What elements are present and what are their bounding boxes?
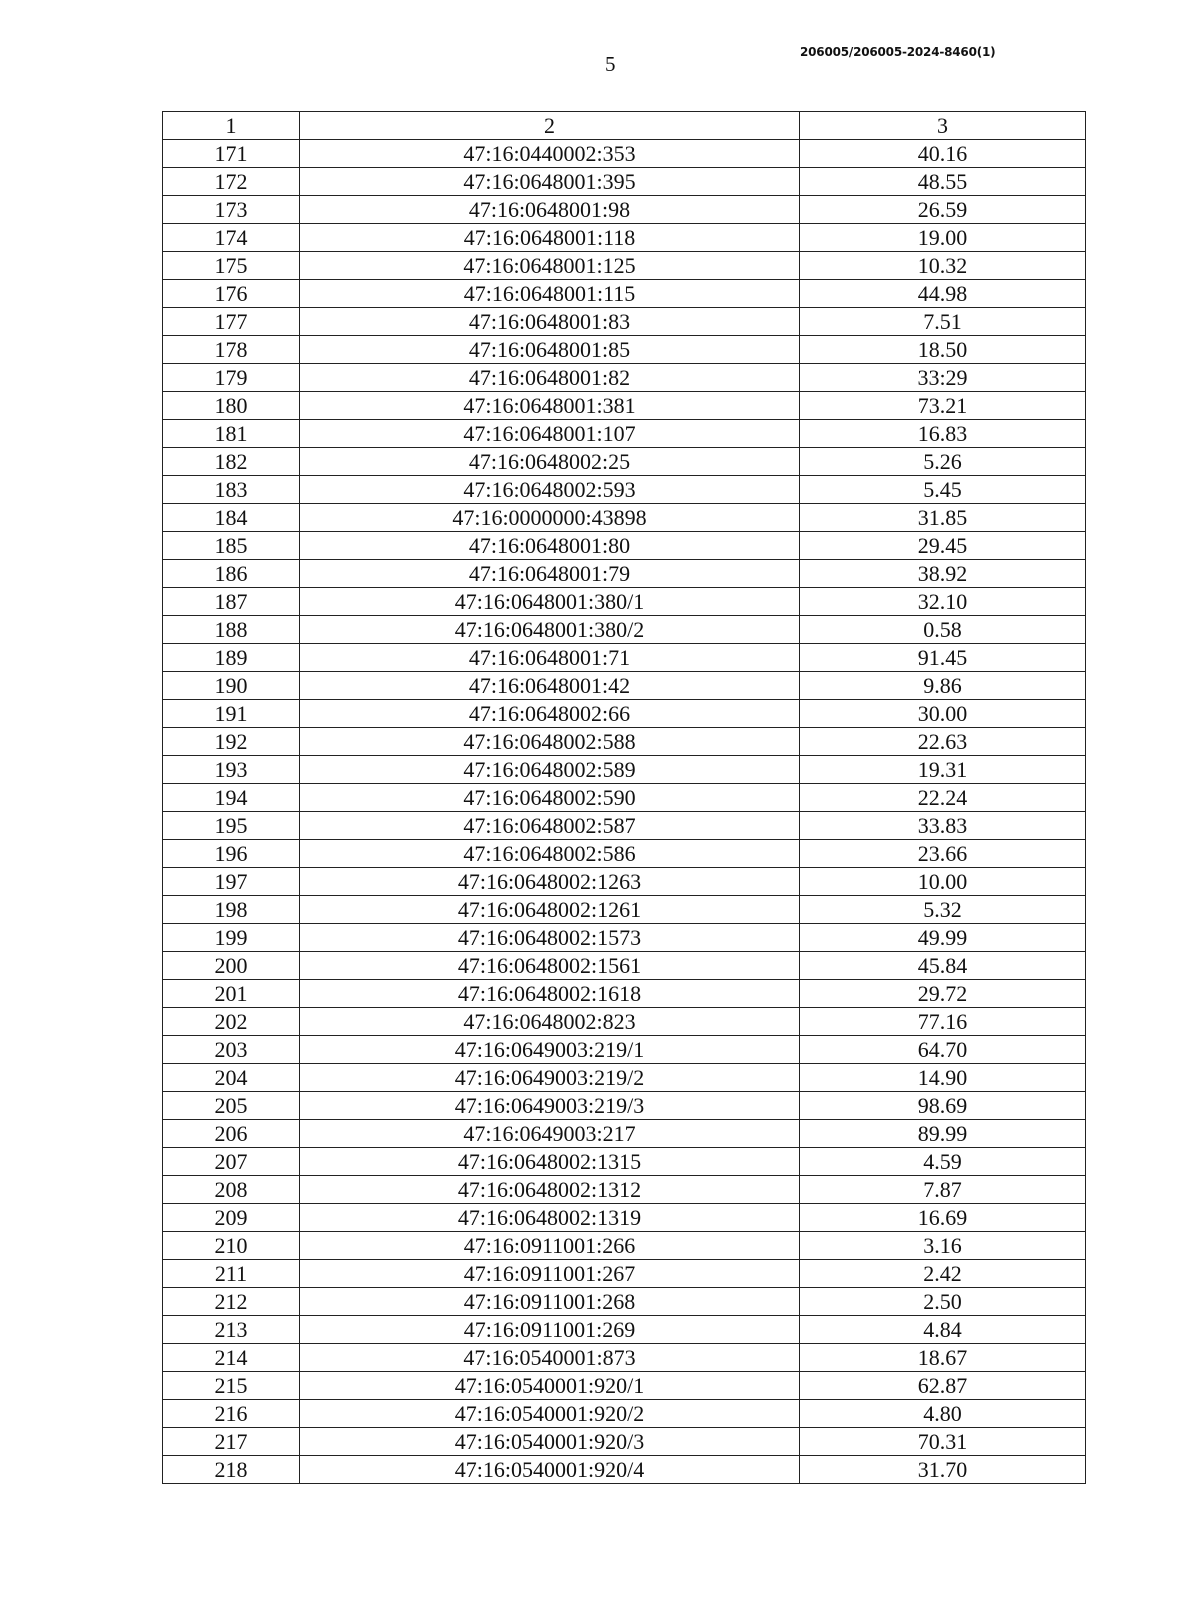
row-number-cell: 192: [163, 728, 300, 756]
row-number-cell: 199: [163, 924, 300, 952]
row-number-cell: 172: [163, 168, 300, 196]
value-cell: 5.32: [800, 896, 1086, 924]
table-row: [163, 1232, 1086, 1260]
table-row: [163, 448, 1086, 476]
row-number-cell: 193: [163, 756, 300, 784]
table-row: [163, 616, 1086, 644]
row-number-cell: 187: [163, 588, 300, 616]
value-cell: 70.31: [800, 1428, 1086, 1456]
value-cell: 7.51: [800, 308, 1086, 336]
cadastral-number-cell: 47:16:0540001:873: [300, 1344, 800, 1372]
table-row: [163, 392, 1086, 420]
row-number-cell: 183: [163, 476, 300, 504]
row-number-cell: 214: [163, 1344, 300, 1372]
row-number-cell: 218: [163, 1456, 300, 1484]
table-row: [163, 1176, 1086, 1204]
cadastral-number-cell: 47:16:0648002:593: [300, 476, 800, 504]
row-number-cell: 206: [163, 1120, 300, 1148]
row-number-cell: 208: [163, 1176, 300, 1204]
cadastral-number-cell: 47:16:0649003:219/2: [300, 1064, 800, 1092]
value-cell: 22.24: [800, 784, 1086, 812]
cadastral-number-cell: 47:16:0648002:586: [300, 840, 800, 868]
row-number-cell: 190: [163, 672, 300, 700]
table-row: [163, 1036, 1086, 1064]
table-row: [163, 1064, 1086, 1092]
value-cell: 32.10: [800, 588, 1086, 616]
row-number-cell: 184: [163, 504, 300, 532]
table-row: [163, 224, 1086, 252]
table-row: [163, 196, 1086, 224]
table-row: [163, 560, 1086, 588]
value-cell: 91.45: [800, 644, 1086, 672]
row-number-cell: 215: [163, 1372, 300, 1400]
table-row: [163, 504, 1086, 532]
value-cell: 29.45: [800, 532, 1086, 560]
table-row: [163, 1316, 1086, 1344]
cadastral-number-cell: 47:16:0648001:85: [300, 336, 800, 364]
value-cell: 31.85: [800, 504, 1086, 532]
table-row: [163, 140, 1086, 168]
table-row: [163, 812, 1086, 840]
cadastral-number-cell: 47:16:0648001:82: [300, 364, 800, 392]
table-row: [163, 308, 1086, 336]
table-row: [163, 924, 1086, 952]
table-row: [163, 1204, 1086, 1232]
table-row: [163, 1428, 1086, 1456]
row-number-cell: 196: [163, 840, 300, 868]
row-number-cell: 194: [163, 784, 300, 812]
cadastral-number-cell: 47:16:0648001:395: [300, 168, 800, 196]
cadastral-number-cell: 47:16:0648002:823: [300, 1008, 800, 1036]
table-row: [163, 364, 1086, 392]
cadastral-number-cell: 47:16:0648001:118: [300, 224, 800, 252]
row-number-cell: 181: [163, 420, 300, 448]
cadastral-number-cell: 47:16:0911001:266: [300, 1232, 800, 1260]
row-number-cell: 216: [163, 1400, 300, 1428]
cadastral-number-cell: 47:16:0648002:588: [300, 728, 800, 756]
row-number-cell: 180: [163, 392, 300, 420]
row-number-cell: 197: [163, 868, 300, 896]
cadastral-number-cell: 47:16:0648001:42: [300, 672, 800, 700]
table-row: [163, 980, 1086, 1008]
table-row: [163, 252, 1086, 280]
value-cell: 19.00: [800, 224, 1086, 252]
row-number-cell: 173: [163, 196, 300, 224]
value-cell: 14.90: [800, 1064, 1086, 1092]
cadastral-number-cell: 47:16:0648001:80: [300, 532, 800, 560]
value-cell: 40.16: [800, 140, 1086, 168]
table-row: [163, 784, 1086, 812]
table-row: [163, 1400, 1086, 1428]
cadastral-number-cell: 47:16:0648002:587: [300, 812, 800, 840]
table-header-row: [163, 112, 1086, 140]
row-number-cell: 202: [163, 1008, 300, 1036]
value-cell: 16.83: [800, 420, 1086, 448]
table-row: [163, 532, 1086, 560]
cadastral-number-cell: 47:16:0440002:353: [300, 140, 800, 168]
cadastral-number-cell: 47:16:0649003:219/1: [300, 1036, 800, 1064]
row-number-cell: 205: [163, 1092, 300, 1120]
row-number-cell: 175: [163, 252, 300, 280]
cadastral-number-cell: 47:16:0648002:66: [300, 700, 800, 728]
value-cell: 9.86: [800, 672, 1086, 700]
value-cell: 29.72: [800, 980, 1086, 1008]
table-row: [163, 168, 1086, 196]
value-cell: 3.16: [800, 1232, 1086, 1260]
cadastral-number-cell: 47:16:0911001:268: [300, 1288, 800, 1316]
value-cell: 19.31: [800, 756, 1086, 784]
column-header: 1: [163, 112, 300, 140]
cadastral-number-cell: 47:16:0648002:25: [300, 448, 800, 476]
document-reference: 206005/206005-2024-8460(1): [800, 45, 996, 59]
cadastral-number-cell: 47:16:0649003:217: [300, 1120, 800, 1148]
value-cell: 7.87: [800, 1176, 1086, 1204]
row-number-cell: 195: [163, 812, 300, 840]
cadastral-number-cell: 47:16:0648001:79: [300, 560, 800, 588]
row-number-cell: 212: [163, 1288, 300, 1316]
value-cell: 22.63: [800, 728, 1086, 756]
row-number-cell: 191: [163, 700, 300, 728]
value-cell: 31.70: [800, 1456, 1086, 1484]
cadastral-number-cell: 47:16:0648002:1315: [300, 1148, 800, 1176]
table-row: [163, 1260, 1086, 1288]
row-number-cell: 177: [163, 308, 300, 336]
value-cell: 38.92: [800, 560, 1086, 588]
value-cell: 64.70: [800, 1036, 1086, 1064]
row-number-cell: 210: [163, 1232, 300, 1260]
row-number-cell: 217: [163, 1428, 300, 1456]
value-cell: 4.80: [800, 1400, 1086, 1428]
row-number-cell: 213: [163, 1316, 300, 1344]
table-body: [163, 140, 1086, 1484]
value-cell: 62.87: [800, 1372, 1086, 1400]
cadastral-number-cell: 47:16:0540001:920/2: [300, 1400, 800, 1428]
cadastral-number-cell: 47:16:0648002:1573: [300, 924, 800, 952]
table-row: [163, 700, 1086, 728]
value-cell: 23.66: [800, 840, 1086, 868]
row-number-cell: 207: [163, 1148, 300, 1176]
value-cell: 2.50: [800, 1288, 1086, 1316]
row-number-cell: 188: [163, 616, 300, 644]
row-number-cell: 171: [163, 140, 300, 168]
table-row: [163, 756, 1086, 784]
value-cell: 98.69: [800, 1092, 1086, 1120]
value-cell: 10.32: [800, 252, 1086, 280]
value-cell: 89.99: [800, 1120, 1086, 1148]
cadastral-number-cell: 47:16:0540001:920/1: [300, 1372, 800, 1400]
cadastral-number-cell: 47:16:0648001:380/1: [300, 588, 800, 616]
cadastral-number-cell: 47:16:0648002:1263: [300, 868, 800, 896]
cadastral-number-cell: 47:16:0648002:1561: [300, 952, 800, 980]
value-cell: 44.98: [800, 280, 1086, 308]
value-cell: 26.59: [800, 196, 1086, 224]
cadastral-number-cell: 47:16:0648001:381: [300, 392, 800, 420]
table-row: [163, 1288, 1086, 1316]
row-number-cell: 209: [163, 1204, 300, 1232]
table-row: [163, 840, 1086, 868]
value-cell: 5.26: [800, 448, 1086, 476]
table-row: [163, 476, 1086, 504]
row-number-cell: 186: [163, 560, 300, 588]
value-cell: 77.16: [800, 1008, 1086, 1036]
table-row: [163, 280, 1086, 308]
table-row: [163, 644, 1086, 672]
cadastral-number-cell: 47:16:0540001:920/4: [300, 1456, 800, 1484]
value-cell: 48.55: [800, 168, 1086, 196]
table-row: [163, 1456, 1086, 1484]
column-header: 3: [800, 112, 1086, 140]
value-cell: 4.84: [800, 1316, 1086, 1344]
table-row: [163, 1344, 1086, 1372]
cadastral-number-cell: 47:16:0648002:1319: [300, 1204, 800, 1232]
table-row: [163, 1008, 1086, 1036]
value-cell: 45.84: [800, 952, 1086, 980]
cadastral-number-cell: 47:16:0648002:590: [300, 784, 800, 812]
value-cell: 0.58: [800, 616, 1086, 644]
table-row: [163, 896, 1086, 924]
cadastral-number-cell: 47:16:0648002:589: [300, 756, 800, 784]
row-number-cell: 201: [163, 980, 300, 1008]
table-row: [163, 1120, 1086, 1148]
cadastral-number-cell: 47:16:0648001:107: [300, 420, 800, 448]
value-cell: 30.00: [800, 700, 1086, 728]
cadastral-number-cell: 47:16:0648001:380/2: [300, 616, 800, 644]
cadastral-number-cell: 47:16:0648001:83: [300, 308, 800, 336]
cadastral-number-cell: 47:16:0649003:219/3: [300, 1092, 800, 1120]
value-cell: 33:29: [800, 364, 1086, 392]
cadastral-number-cell: 47:16:0648002:1261: [300, 896, 800, 924]
row-number-cell: 182: [163, 448, 300, 476]
row-number-cell: 211: [163, 1260, 300, 1288]
table-row: [163, 952, 1086, 980]
cadastral-number-cell: 47:16:0911001:269: [300, 1316, 800, 1344]
value-cell: 2.42: [800, 1260, 1086, 1288]
cadastral-number-cell: 47:16:0648002:1312: [300, 1176, 800, 1204]
cadastral-number-cell: 47:16:0000000:43898: [300, 504, 800, 532]
row-number-cell: 176: [163, 280, 300, 308]
cadastral-number-cell: 47:16:0648001:98: [300, 196, 800, 224]
table-row: [163, 588, 1086, 616]
table-row: [163, 672, 1086, 700]
value-cell: 33.83: [800, 812, 1086, 840]
cadastral-number-cell: 47:16:0648001:115: [300, 280, 800, 308]
table-row: [163, 1148, 1086, 1176]
value-cell: 16.69: [800, 1204, 1086, 1232]
value-cell: 18.67: [800, 1344, 1086, 1372]
parcel-table: [162, 111, 1086, 1484]
cadastral-number-cell: 47:16:0648001:125: [300, 252, 800, 280]
row-number-cell: 189: [163, 644, 300, 672]
table-row: [163, 728, 1086, 756]
table-row: [163, 336, 1086, 364]
cadastral-number-cell: 47:16:0648002:1618: [300, 980, 800, 1008]
value-cell: 5.45: [800, 476, 1086, 504]
cadastral-number-cell: 47:16:0648001:71: [300, 644, 800, 672]
cadastral-number-cell: 47:16:0540001:920/3: [300, 1428, 800, 1456]
table-row: [163, 1372, 1086, 1400]
row-number-cell: 178: [163, 336, 300, 364]
row-number-cell: 203: [163, 1036, 300, 1064]
value-cell: 73.21: [800, 392, 1086, 420]
row-number-cell: 198: [163, 896, 300, 924]
row-number-cell: 185: [163, 532, 300, 560]
table-row: [163, 1092, 1086, 1120]
value-cell: 10.00: [800, 868, 1086, 896]
table-row: [163, 420, 1086, 448]
row-number-cell: 200: [163, 952, 300, 980]
value-cell: 49.99: [800, 924, 1086, 952]
value-cell: 18.50: [800, 336, 1086, 364]
row-number-cell: 179: [163, 364, 300, 392]
table-row: [163, 868, 1086, 896]
cadastral-number-cell: 47:16:0911001:267: [300, 1260, 800, 1288]
row-number-cell: 174: [163, 224, 300, 252]
page-number: 5: [605, 52, 616, 76]
value-cell: 4.59: [800, 1148, 1086, 1176]
column-header: 2: [300, 112, 800, 140]
row-number-cell: 204: [163, 1064, 300, 1092]
